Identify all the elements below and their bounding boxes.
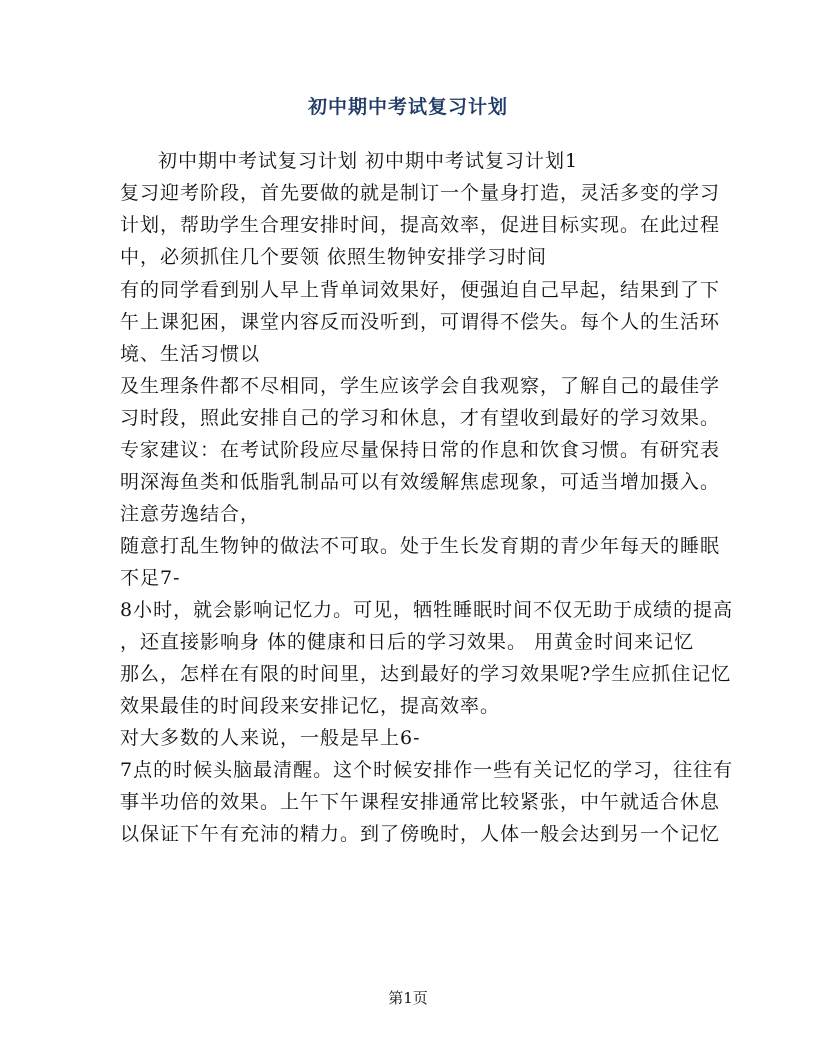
paragraph-line: 随意打乱生物钟的做法不可取。处于生长发育期的青少年每天的睡眠 (120, 535, 721, 557)
paragraph-line: 以保证下午有充沛的精力。到了傍晚时，人体一般会达到另一个记忆 (120, 823, 721, 845)
paragraph-line: 及生理条件都不尽相同，学生应该学会自我观察，了解自己的最佳学 (120, 375, 721, 397)
document-title: 初中期中考试复习计划 (307, 96, 508, 118)
paragraph-line: 计划，帮助学生合理安排时间，提高效率，促进目标实现。在此过程 (120, 214, 721, 236)
paragraph-line: 效果最佳的时间段来安排记忆，提高效率。 (120, 695, 501, 717)
paragraph-line: 午上课犯困，课堂内容反而没听到，可谓得不偿失。每个人的生活环 (120, 311, 721, 333)
paragraph-line: 专家建议：在考试阶段应尽量保持日常的作息和饮食习惯。有研究表 (120, 439, 721, 461)
page-number: 第1页 (388, 989, 428, 1007)
paragraph-line: 7点的时候头脑最清醒。这个时候安排作一些有关记忆的学习，往往有 (120, 759, 734, 781)
paragraph-line: 有的同学看到别人早上背单词效果好，便强迫自己早起，结果到了下 (120, 279, 721, 301)
paragraph-line: 中，必须抓住几个要领 依照生物钟安排学习时间 (120, 246, 548, 268)
paragraph-line: 8小时，就会影响记忆力。可见，牺牲睡眠时间不仅无助于成绩的提高 (120, 599, 734, 621)
paragraph-line: 那么，怎样在有限的时间里，达到最好的学习效果呢?学生应抓住记忆 (120, 663, 732, 685)
paragraph-line: 初中期中考试复习计划 初中期中考试复习计划1 (158, 150, 579, 172)
paragraph-line: 境、生活习惯以 (120, 343, 261, 365)
paragraph-line: ，还直接影响身 体的健康和日后的学习效果。 用黄金时间来记忆 (120, 631, 695, 653)
paragraph-line: 注意劳逸结合， (120, 503, 261, 525)
paragraph-line: 复习迎考阶段，首先要做的就是制订一个量身打造，灵活多变的学习 (120, 182, 721, 204)
paragraph-line: 不足7- (120, 567, 181, 589)
paragraph-line: 事半功倍的效果。上午下午课程安排通常比较紧张，中午就适合休息 (120, 791, 721, 813)
paragraph-line: 明深海鱼类和低脂乳制品可以有效缓解焦虑现象，可适当增加摄入。 (120, 471, 721, 493)
paragraph-line: 对大多数的人来说，一般是早上6- (120, 727, 421, 749)
paragraph-line: 习时段，照此安排自己的学习和休息，才有望收到最好的学习效果。 (120, 407, 721, 429)
